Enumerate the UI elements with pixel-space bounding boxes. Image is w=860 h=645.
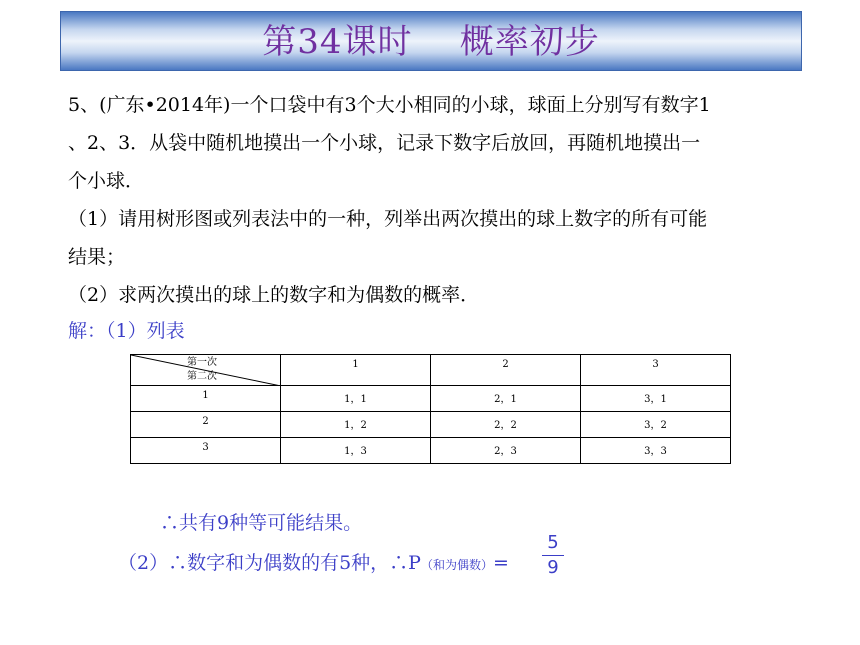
part2-subscript: （和为偶数）: [420, 558, 493, 572]
problem-line: （2）求两次摸出的球上的数字和为偶数的概率．: [68, 284, 480, 306]
column-header: 3: [581, 355, 731, 386]
row-header: 1: [131, 386, 281, 412]
problem-line: 、2、3．从袋中随机地摸出一个小球，记录下数字后放回，再随机地摸出一: [68, 132, 701, 154]
conclusion-text: ∴共有9种等可能结果。: [160, 512, 363, 534]
table-cell: 2，1: [431, 386, 581, 412]
corner-label-first: 第一次: [187, 357, 217, 368]
fraction-denominator: 9: [547, 557, 559, 578]
table-row: [131, 438, 731, 464]
corner-label-second: 第二次: [187, 371, 217, 382]
fraction-bar: [542, 555, 564, 556]
row-header: 3: [131, 438, 281, 464]
part2-answer: [118, 548, 509, 580]
problem-line: 5、(广东•2014年)一个口袋中有3个大小相同的小球，球面上分别写有数字1: [68, 94, 711, 116]
table-row: [131, 412, 731, 438]
table-cell: 3，3: [581, 438, 731, 464]
title-banner: [60, 11, 802, 71]
table-corner-cell: [131, 355, 281, 386]
row-header: 2: [131, 412, 281, 438]
problem-line: （1）请用树形图或列表法中的一种，列举出两次摸出的球上数字的所有可能: [68, 208, 708, 230]
table-cell: 2，2: [431, 412, 581, 438]
table-cell: 1，3: [281, 438, 431, 464]
table-cell: 3，2: [581, 412, 731, 438]
solution-heading: 解：（1）列表: [68, 320, 185, 342]
problem-text: [68, 86, 798, 314]
column-header: 2: [431, 355, 581, 386]
fraction-numerator: 5: [547, 532, 559, 553]
column-header: 1: [281, 355, 431, 386]
table-cell: 3，1: [581, 386, 731, 412]
equals-sign: =: [492, 552, 509, 574]
outcome-table: [130, 354, 730, 463]
table-cell: 1，1: [281, 386, 431, 412]
table-row: [131, 386, 731, 412]
part2-prefix: （2）∴数字和为偶数的有5种，∴P: [118, 552, 421, 574]
problem-line: 个小球．: [68, 170, 145, 192]
table-cell: 1，2: [281, 412, 431, 438]
table-cell: 2，3: [431, 438, 581, 464]
problem-line: 结果；: [68, 246, 126, 268]
probability-fraction: [540, 532, 566, 579]
page-title: 第34课时 概率初步: [262, 22, 600, 62]
